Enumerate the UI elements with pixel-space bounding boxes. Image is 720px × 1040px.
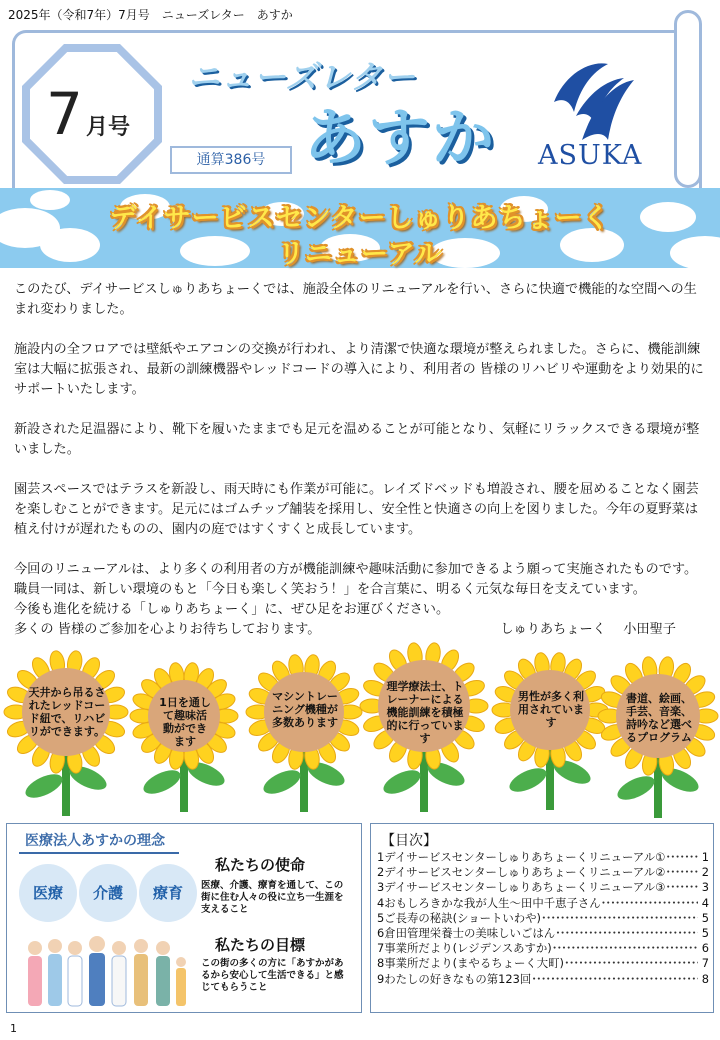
toc-item-page: 2: [701, 865, 709, 880]
toc-leader-dots: [555, 926, 698, 941]
toc-item[interactable]: [377, 911, 709, 926]
toc-item-title: 2デイサービスセンターしゅりあちょーくリニューアル②: [377, 865, 666, 880]
philosophy-underline: [19, 852, 179, 854]
toc-item-title: 5ご長寿の秘訣(ショートいわや): [377, 910, 541, 925]
toc-leader-dots: [552, 941, 698, 956]
toc-leader-dots: [531, 972, 697, 987]
mission-text: 医療、介護、療育を通して、この街に住む人々の役に立ち一生涯を支えること: [201, 880, 344, 915]
toc-item[interactable]: [377, 850, 709, 865]
toc-leader-dots: [601, 896, 698, 911]
article-paragraph: このたび、デイサービスしゅりあちょーくでは、施設全体のリニューアルを行い、さらに快適で機能的な空間への生まれ変わりました。: [14, 282, 697, 317]
toc-item[interactable]: [377, 865, 709, 880]
article-paragraph: 新設された足温器により、靴下を履いたままでも足元を温めることが可能となり、気軽にリラックスできる環境が整いました。: [14, 422, 700, 457]
pillar-therapy: 療育: [139, 864, 197, 922]
toc-leader-dots: [665, 850, 697, 865]
toc-item-title: 8事業所だより(まやるちょーく大町): [377, 956, 564, 971]
sunflower-caption: 理学療法士、トレーナーによる機能訓練を積極的に行っています: [386, 680, 464, 745]
toc-item-page: 5: [701, 926, 709, 941]
mission-heading: 私たちの使命: [215, 856, 306, 874]
toc-item-page: 3: [701, 880, 709, 895]
scroll-roll-decoration: [674, 10, 702, 188]
toc-title: 【目次】: [381, 833, 437, 849]
sunflower-caption: 天井から吊るされたレッドコード紐で、リハビリができます。: [28, 686, 106, 738]
goal-text: この街の多くの方に「あすかがあるから安心して生活できる」と感じてもらうこと: [201, 958, 344, 993]
asuka-logo-icon: [548, 54, 642, 144]
toc-item-title: 1デイサービスセンターしゅりあちょーくリニューアル①: [377, 850, 666, 864]
signature: しゅりあちょーく 小田聖子: [500, 622, 676, 637]
toc-item[interactable]: [377, 941, 709, 956]
headline-line-1: デイサービスセンターしゅりあちょーく: [109, 203, 611, 234]
toc-leader-dots: [564, 956, 698, 971]
article-paragraph: 今回のリニューアルは、より多くの利用者の方が機能訓練や趣味活動に参加できるよう願って実施されたものです。職員一同は、新しい環境のもと「今日も楽しく笑おう！」を合言葉に、明るく元気な毎日を支えています。: [14, 562, 698, 597]
toc-item-title: 6倉田管理栄養士の美味しいごはん: [377, 926, 556, 941]
table-of-contents: [370, 823, 714, 1013]
issue-number: 通算386号: [170, 146, 292, 174]
sunflower-icon: [586, 644, 720, 848]
staff-illustration-icon: [21, 934, 191, 1010]
toc-item-page: 5: [701, 910, 709, 925]
toc-item-title: 9わたしの好きなもの第123回: [377, 971, 532, 986]
dateline: 2025年（令和7年）7月号 ニューズレター あすか: [8, 8, 293, 22]
newsletter-name: あすか: [304, 101, 497, 174]
toc-item-title: 7事業所だより(レジデンスあすか): [377, 941, 552, 956]
toc-item-page: 7: [701, 956, 709, 971]
toc-leader-dots: [541, 911, 698, 926]
toc-item-title: 3デイサービスセンターしゅりあちょーくリニューアル③: [377, 880, 666, 895]
sunflower-caption: 1日を通して趣味活動ができます: [159, 696, 211, 748]
toc-item-page: 6: [701, 941, 709, 956]
pillar-medical: 医療: [19, 864, 77, 922]
logo-wordmark: ASUKA: [538, 140, 643, 171]
article-body: [14, 280, 710, 640]
philosophy-title: 医療法人あすかの理念: [25, 833, 165, 849]
closing-text: 多くの 皆様のご参加を心よりお待ちしております。: [14, 622, 321, 637]
month-number: 7: [46, 80, 83, 148]
toc-item-page: 8: [701, 971, 709, 986]
toc-item-page: 4: [701, 895, 709, 910]
goal-heading: 私たちの目標: [215, 936, 306, 954]
article-paragraph: 施設内の全フロアでは壁紙やエアコンの交換が行われ、より清潔で快適な環境が整えられました。さらに、機能訓練室は大幅に拡張され、最新の訓練機器やレッドコードの導入により、利用者の 皆様のリハビリや運動をより効果的にサポートいたします。: [14, 342, 704, 397]
page-number: 1: [10, 1022, 17, 1035]
toc-list: [377, 850, 709, 987]
toc-item[interactable]: [377, 956, 709, 971]
toc-item[interactable]: [377, 972, 709, 987]
toc-item-title: 4おもしろきかな我が人生～田中千恵子さん: [377, 895, 601, 910]
sunflower-caption: 書道、絵画、手芸、音楽、詩吟など選べるプログラム: [626, 692, 692, 744]
headline-line-2: リニューアル: [277, 239, 443, 270]
newsletter-label: ニューズレター: [188, 58, 417, 96]
toc-item-page: 1: [701, 850, 709, 864]
article-paragraph: 園芸スペースではテラスを新設し、雨天時にも作業が可能に。レイズドベッドも増設され、腰を屈めることなく園芸を楽しむことができます。足元にはゴムチップ舗装を採用し、安全性と快適さの向上を図りました。今年の夏野菜は植え付けが遅れたものの、園内の庭ではすくすくと成長しています。: [14, 482, 699, 537]
article-paragraph: 今後も進化を続ける「しゅりあちょーく」に、ぜひ足をお運びください。: [14, 602, 450, 617]
philosophy-box: [6, 823, 362, 1013]
toc-item[interactable]: [377, 896, 709, 911]
toc-item[interactable]: [377, 880, 709, 895]
sunflower-caption: マシントレーニング機種が多数あります: [272, 690, 338, 729]
toc-leader-dots: [665, 865, 697, 880]
toc-item[interactable]: [377, 926, 709, 941]
month-suffix: 月号: [86, 115, 131, 140]
toc-leader-dots: [665, 880, 697, 895]
pillar-care: 介護: [79, 864, 137, 922]
sunflower-caption: 男性が多く利用されています: [518, 690, 584, 729]
